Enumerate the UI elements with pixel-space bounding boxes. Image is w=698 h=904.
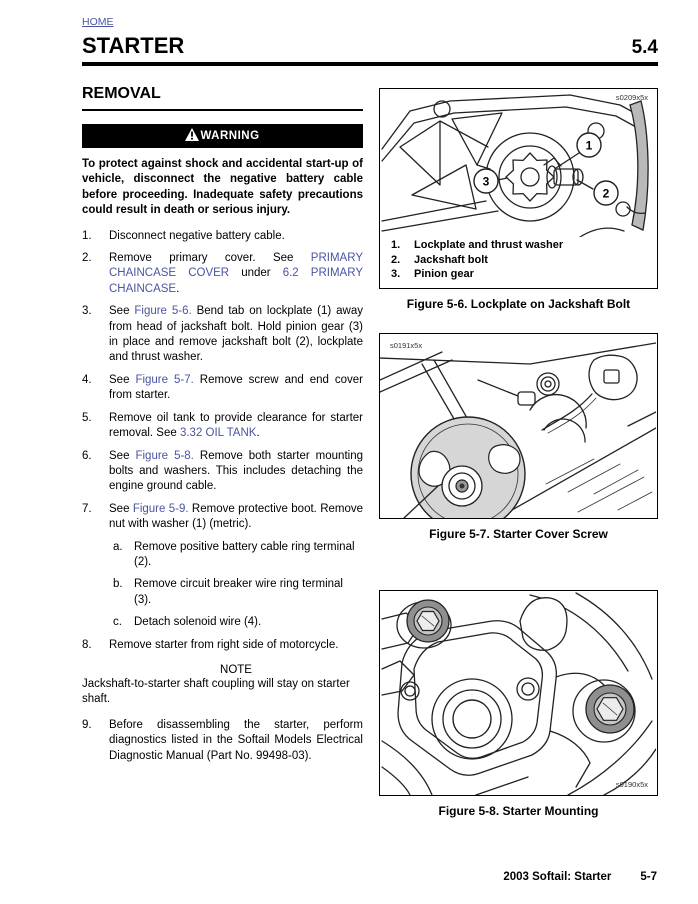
title-row [82,35,658,57]
figure-5-7 [379,333,658,541]
procedure-substep [109,540,363,571]
step-text-segment: See [109,373,136,386]
figure-5-6-drawing [380,89,656,237]
figure-5-6-legend [380,237,657,288]
svg-text:2: 2 [602,186,610,201]
procedure-substep [109,577,363,608]
figure-5-8-caption: Figure 5-8. Starter Mounting [438,803,599,818]
procedure-step [82,502,363,631]
step-text [109,411,363,442]
procedure-step [82,373,363,404]
removal-steps [82,229,363,653]
step-number: 8. [82,638,92,651]
step-number: 6. [82,449,92,462]
doc-link[interactable]: 3.32 OIL TANK [179,427,257,440]
step-text-segment: See [109,305,135,318]
substep-letter: c. [113,616,122,629]
procedure-step [82,251,363,297]
step-text-segment: Remove oil tank to provide clearance for starter removal. See [109,411,363,440]
step-text-segment: Bend tab on lockplate (1) away from head of jackshaft bolt. Hold pinion gear (3) in place and remove jackshaft bolt (2), lockplate and thrust washer. [109,305,363,364]
procedure-step [82,304,363,366]
figures-column [379,88,658,818]
substep-text: Remove positive battery cable ring terminal (2). [134,540,355,568]
legend-item [391,267,653,282]
doc-link[interactable]: Figure 5-6. [134,305,192,318]
substep-letter: a. [113,540,123,553]
figure-5-7-image-code: s0191x5x [390,340,423,350]
page-title: STARTER [82,33,185,58]
procedure-step [82,411,363,442]
procedure-column [82,86,363,764]
procedure-substep [109,615,363,630]
procedure-step [82,638,363,653]
removal-steps-after-note [82,718,363,764]
warning-text: To protect against shock and accidental start-up of vehicle, disconnect the negative battery cable before proceeding. Inadequate safety precautions could result in death or serious injury. [82,158,363,217]
figure-5-8-image-code: s0190x5x [615,779,648,789]
figure-5-7-box [379,333,658,519]
footer-title: 2003 Softail: Starter [503,871,612,883]
legend-item [391,253,653,268]
step-number: 7. [82,502,92,515]
page-header [82,12,658,66]
figure-5-8-drawing [380,591,656,795]
step-text-segment: Before disassembling the starter, perform diagnostics listed in the Softail Models Electrical Diagnostic Manual (Part No. 99498-03). [109,718,363,762]
legend-number: 2. [391,253,401,266]
legend-label: Jackshaft bolt [414,253,488,266]
substep-letter: b. [113,578,123,591]
step-text-segment: Remove screw and end cover from starter. [109,373,364,402]
figure-5-7-caption: Figure 5-7. Starter Cover Screw [429,526,608,541]
step-text-segment: Remove starter from right side of motorcycle. [109,638,339,651]
figure-5-8 [379,590,658,818]
svg-text:1: 1 [585,138,593,153]
figure-5-6-caption: Figure 5-6. Lockplate on Jackshaft Bolt [406,296,631,311]
legend-number: 3. [391,268,401,281]
substep-list [109,540,363,631]
step-number: 5. [82,411,92,424]
step-text-segment: See [109,449,136,462]
step-number: 2. [82,252,92,265]
legend-item [391,238,653,253]
doc-link[interactable]: Figure 5-9. [132,502,189,515]
warning-banner [82,124,363,148]
step-text-segment: . [176,282,180,295]
section-number: 5.4 [631,37,658,58]
step-text [109,502,363,631]
footer-page-number: 5-7 [640,871,657,883]
legend-label: Pinion gear [414,268,474,281]
removal-heading: REMOVAL [82,85,161,102]
note-text: Jackshaft-to-starter shaft coupling will stay on starter shaft. [82,677,350,706]
step-text-segment: Remove both starter mounting bolts and washers. This includes detaching the engine ground cable. [109,449,363,493]
substep-text: Remove circuit breaker wire ring terminal (3). [134,578,343,606]
legend-number: 1. [391,239,401,251]
procedure-step [82,229,363,244]
home-link[interactable]: HOME [82,16,114,28]
step-text-segment: Remove protective boot. Remove nut with washer (1) (metric). [109,502,364,531]
step-text [109,718,363,764]
removal-rule [82,109,363,111]
step-text [109,373,363,404]
svg-text:3: 3 [482,174,490,189]
step-text-segment: . [256,427,260,440]
figure-5-6 [379,88,658,311]
doc-link[interactable]: Figure 5-7. [135,373,194,386]
warning-triangle-icon [185,128,199,144]
note-label: NOTE [220,663,252,676]
page-footer [503,871,657,883]
step-text-segment: See [109,502,133,515]
step-text-segment: under [229,267,283,280]
step-text-segment: Remove primary cover. See [109,252,311,265]
figure-5-8-box [379,590,658,796]
step-text-segment: Disconnect negative battery cable. [109,229,285,242]
step-number: 3. [82,305,92,318]
step-number: 1. [82,229,92,242]
step-text [109,449,363,495]
procedure-step [82,718,363,764]
step-number: 4. [82,373,92,386]
step-text [109,229,363,244]
substep-text: Detach solenoid wire (4). [134,616,262,629]
doc-link[interactable]: PRIMARY CHAINCASE COVER [109,252,363,280]
step-text [109,304,363,366]
warning-label: WARNING [200,130,260,142]
header-rule [82,62,658,66]
figure-5-6-image-code: s0209x5x [615,93,648,102]
legend-label: Lockplate and thrust washer [414,239,564,251]
step-number: 9. [82,718,92,731]
step-text [109,251,363,297]
procedure-step [82,449,363,495]
step-text [109,638,363,653]
figure-5-6-box [379,88,658,289]
doc-link[interactable]: Figure 5-8. [135,449,194,462]
figure-5-7-drawing [380,334,656,518]
doc-link[interactable]: 6.2 PRIMARY CHAINCASE [109,267,363,295]
